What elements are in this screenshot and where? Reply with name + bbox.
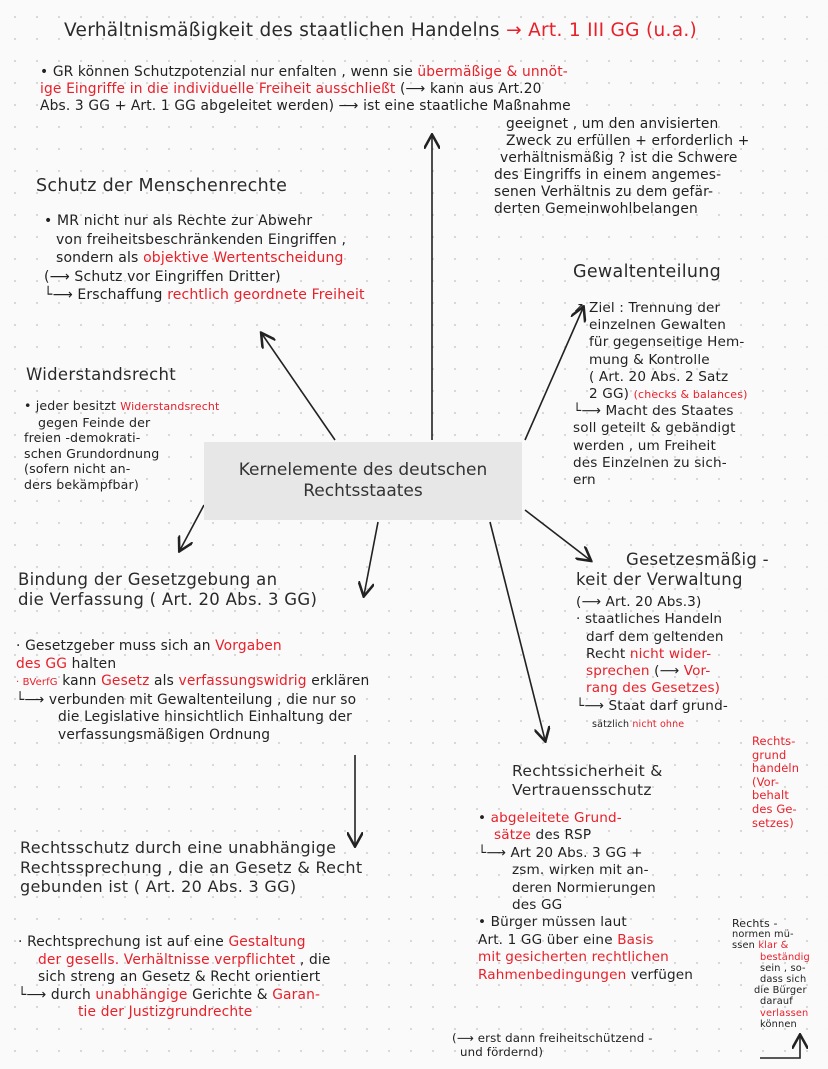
text: keit der Verwaltung — [576, 570, 743, 589]
arrow-to-widerstand — [180, 505, 204, 550]
text: sondern als — [56, 250, 144, 266]
text: werden , um Freiheit — [573, 437, 716, 454]
text: (Vor- — [752, 774, 780, 789]
text: mung & Kontrolle — [589, 351, 710, 368]
menschenrechte-text — [44, 212, 365, 305]
top-paragraph — [40, 64, 571, 115]
heading-widerstandsrecht: Widerstandsrecht — [26, 365, 177, 384]
text: Gesetz — [101, 673, 150, 689]
text: Basis — [617, 931, 654, 948]
text: verlassen — [760, 1007, 809, 1019]
text: Zweck zu erfüllen + erforderlich + — [506, 133, 750, 149]
text: kann — [57, 673, 102, 689]
text: (sofern nicht an- — [24, 461, 131, 477]
text: nicht wider- — [629, 645, 712, 662]
text: • jeder besitzt — [24, 398, 121, 413]
text: Art. 1 GG über eine — [478, 931, 618, 948]
text: Rechts - — [732, 917, 778, 930]
text: von freiheitsbeschränkenden Eingriffen , — [56, 231, 347, 248]
text: geeignet , um den anvisierten — [506, 116, 719, 132]
text: deren Normierungen — [512, 879, 656, 896]
text: dass sich — [760, 974, 807, 986]
text: sich streng an Gesetz & Recht orientiert — [38, 969, 321, 986]
text: als — [149, 673, 179, 689]
rechtssicherheit-side — [732, 918, 810, 1030]
text: (⟶ Schutz vor Eingriffen Dritter) — [44, 268, 281, 285]
center-line-1: Kernelemente des deutschen — [238, 460, 488, 480]
text: Bindung der Gesetzgebung an — [18, 570, 278, 589]
text: └⟶ Macht des Staates — [573, 403, 734, 420]
text: für gegenseitige Hem- — [589, 334, 745, 351]
text: ige Eingriffe in die individuelle Freiheit ausschließt — [40, 81, 396, 97]
text: darf dem geltenden — [586, 628, 724, 645]
text: und fördernd) — [460, 1044, 544, 1059]
text: abgeleitete Grund- — [490, 810, 622, 826]
arrow-bottom-right — [760, 1036, 800, 1058]
text: • GR können Schutzpotenzial nur enfalten , wenn sie — [40, 64, 418, 80]
text: Abs. 3 GG + Art. 1 GG abgeleitet werden) ⟶ ist eine staatliche Maßnahme — [40, 98, 571, 114]
text: ↗ Ziel : Trennung der — [573, 300, 721, 316]
text: Rechtssicherheit & — [512, 762, 663, 780]
heading-rechtssicherheit — [512, 762, 663, 800]
gesetzesmaessigkeit-text — [576, 594, 728, 732]
heading-gesetzesmaessigkeit — [576, 550, 769, 590]
text: des RSP — [531, 827, 592, 844]
text: mit gesicherten rechtlichen — [478, 949, 669, 966]
gewaltenteilung-text — [573, 300, 748, 489]
text: verfassungsmäßigen Ordnung — [58, 726, 271, 743]
text: ders bekämpfbar) — [24, 476, 139, 492]
heading-menschenrechte: Schutz der Menschenrechte — [36, 176, 288, 196]
text: 2 GG) — [589, 386, 634, 403]
text: Gerichte & — [187, 986, 273, 1003]
text: soll geteilt & gebändigt — [573, 420, 736, 437]
text: └⟶ Art 20 Abs. 3 GG + — [478, 844, 643, 861]
text: (⟶ erst dann freiheitschützend - — [452, 1031, 653, 1045]
text: des Einzelnen zu sich- — [573, 454, 727, 471]
text: Vor- — [683, 663, 711, 680]
text: erklären — [306, 673, 370, 689]
text: unabhängige — [95, 986, 188, 1003]
text: Rechtssprechung , die an Gesetz & Recht — [20, 857, 363, 877]
title-text: Verhältnismäßigkeit des staatlichen Handelns — [64, 20, 500, 41]
text: halten — [67, 655, 117, 672]
text: behalt — [752, 788, 789, 803]
text: die Bürger — [754, 985, 807, 997]
text: Recht — [586, 645, 630, 662]
arrow-to-menschenrechte — [262, 334, 335, 440]
widerstandsrecht-text — [24, 398, 220, 493]
text: └⟶ Erschaffung — [44, 287, 168, 303]
text: des Eingriffs in einem angemes- — [494, 167, 722, 183]
text: (⟶ Art. 20 Abs.3) — [576, 594, 702, 610]
text: tie der Justizgrundrechte — [78, 1004, 253, 1021]
text: handeln — [752, 761, 800, 776]
text: schen Grundordnung — [24, 445, 160, 461]
arrow-to-bindung — [364, 522, 378, 595]
text: objektive Wertentscheidung — [143, 250, 344, 266]
text: setzes) — [752, 815, 794, 830]
text: verfassungswidrig — [178, 673, 307, 689]
text: Gesetzesmäßig - — [626, 550, 769, 569]
text: sätzlich — [592, 719, 633, 731]
text: Vorgaben — [215, 638, 282, 654]
text: · Rechtsprechung ist auf eine — [18, 934, 229, 950]
text: einzelnen Gewalten — [589, 317, 727, 334]
text: • MR nicht nur als Rechte zur Abwehr — [44, 213, 313, 229]
text: die Legislative hinsichtlich Einhaltung der — [58, 709, 352, 725]
text: verhältnismäßig ? ist die Schwere — [500, 150, 738, 166]
text: grund — [752, 747, 787, 762]
text: darauf — [760, 996, 793, 1008]
text: nicht ohne — [632, 719, 685, 731]
text: der gesells. Verhältnisse verpflichtet — [38, 951, 296, 968]
text: beständig — [760, 951, 810, 963]
text: └⟶ Staat darf grund- — [576, 697, 728, 714]
text: sätze — [494, 827, 531, 844]
text: , die — [295, 951, 331, 968]
heading-bindung — [18, 570, 317, 610]
text: des Ge- — [752, 801, 797, 816]
text: rechtlich geordnete Freiheit — [167, 287, 365, 303]
text: Widerstandsrecht — [120, 400, 220, 413]
text: des GG — [512, 897, 563, 914]
text: die Verfassung ( Art. 20 Abs. 3 GG) — [18, 590, 318, 609]
text: verfügen — [626, 966, 694, 983]
text: └⟶ durch — [18, 986, 96, 1003]
page-title — [64, 20, 697, 41]
text: gebunden ist ( Art. 20 Abs. 3 GG) — [20, 877, 297, 896]
rechtssicherheit-footer — [452, 1032, 653, 1059]
text: rang des Gesetzes) — [586, 680, 721, 697]
heading-gewaltenteilung: Gewaltenteilung — [573, 262, 722, 282]
text: Rahmenbedingungen — [478, 966, 627, 983]
text: • Bürger müssen laut — [478, 914, 627, 931]
text: · BVerfG — [16, 677, 58, 688]
text: derten Gemeinwohlbelangen — [494, 201, 698, 217]
text: freien -demokrati- — [24, 430, 141, 446]
heading-rechtsschutz — [20, 838, 362, 897]
text: des GG — [16, 655, 68, 672]
text: Gestaltung — [228, 934, 306, 950]
text: └⟶ verbunden mit Gewaltenteilung , die nur so — [16, 691, 357, 708]
text: sprechen — [586, 663, 650, 680]
gesetzesmaessigkeit-side — [752, 735, 799, 830]
title-arrow: → — [506, 20, 522, 41]
text: Vertrauensschutz — [512, 781, 652, 799]
text: übermäßige & unnöt- — [417, 64, 568, 80]
text: • — [478, 810, 491, 826]
text: (⟶ — [649, 663, 684, 680]
text: ( Art. 20 Abs. 2 Satz — [589, 368, 729, 385]
text: klar & — [758, 940, 789, 952]
text: normen mü- — [732, 929, 794, 941]
text: können — [760, 1018, 797, 1030]
text: ssen — [732, 940, 759, 952]
text: zsm. wirken mit an- — [512, 862, 649, 879]
text: Garan- — [272, 986, 321, 1003]
rechtssicherheit-text — [478, 810, 693, 984]
text: ern — [573, 472, 596, 489]
bindung-text — [16, 638, 369, 744]
arrow-to-rechtssicherheit — [490, 522, 545, 740]
text: senen Verhältnis zu dem gefär- — [494, 184, 714, 200]
text: (checks & balances) — [633, 388, 748, 402]
text: gegen Feinde der — [38, 414, 151, 430]
top-paragraph-cont — [494, 116, 749, 218]
text: sein , so- — [760, 962, 806, 974]
title-ref: Art. 1 III GG (u.a.) — [528, 20, 698, 41]
text: Rechts- — [752, 734, 796, 748]
center-topic — [204, 442, 522, 520]
text: (⟶ kann aus Art.20 — [395, 81, 542, 97]
rechtsschutz-text — [18, 934, 331, 1022]
center-line-2: Rechtsstaates — [303, 481, 423, 501]
text: Rechtsschutz durch eine unabhängige — [20, 838, 337, 857]
text: · Gesetzgeber muss sich an — [16, 638, 216, 654]
text: · staatliches Handeln — [576, 611, 723, 628]
